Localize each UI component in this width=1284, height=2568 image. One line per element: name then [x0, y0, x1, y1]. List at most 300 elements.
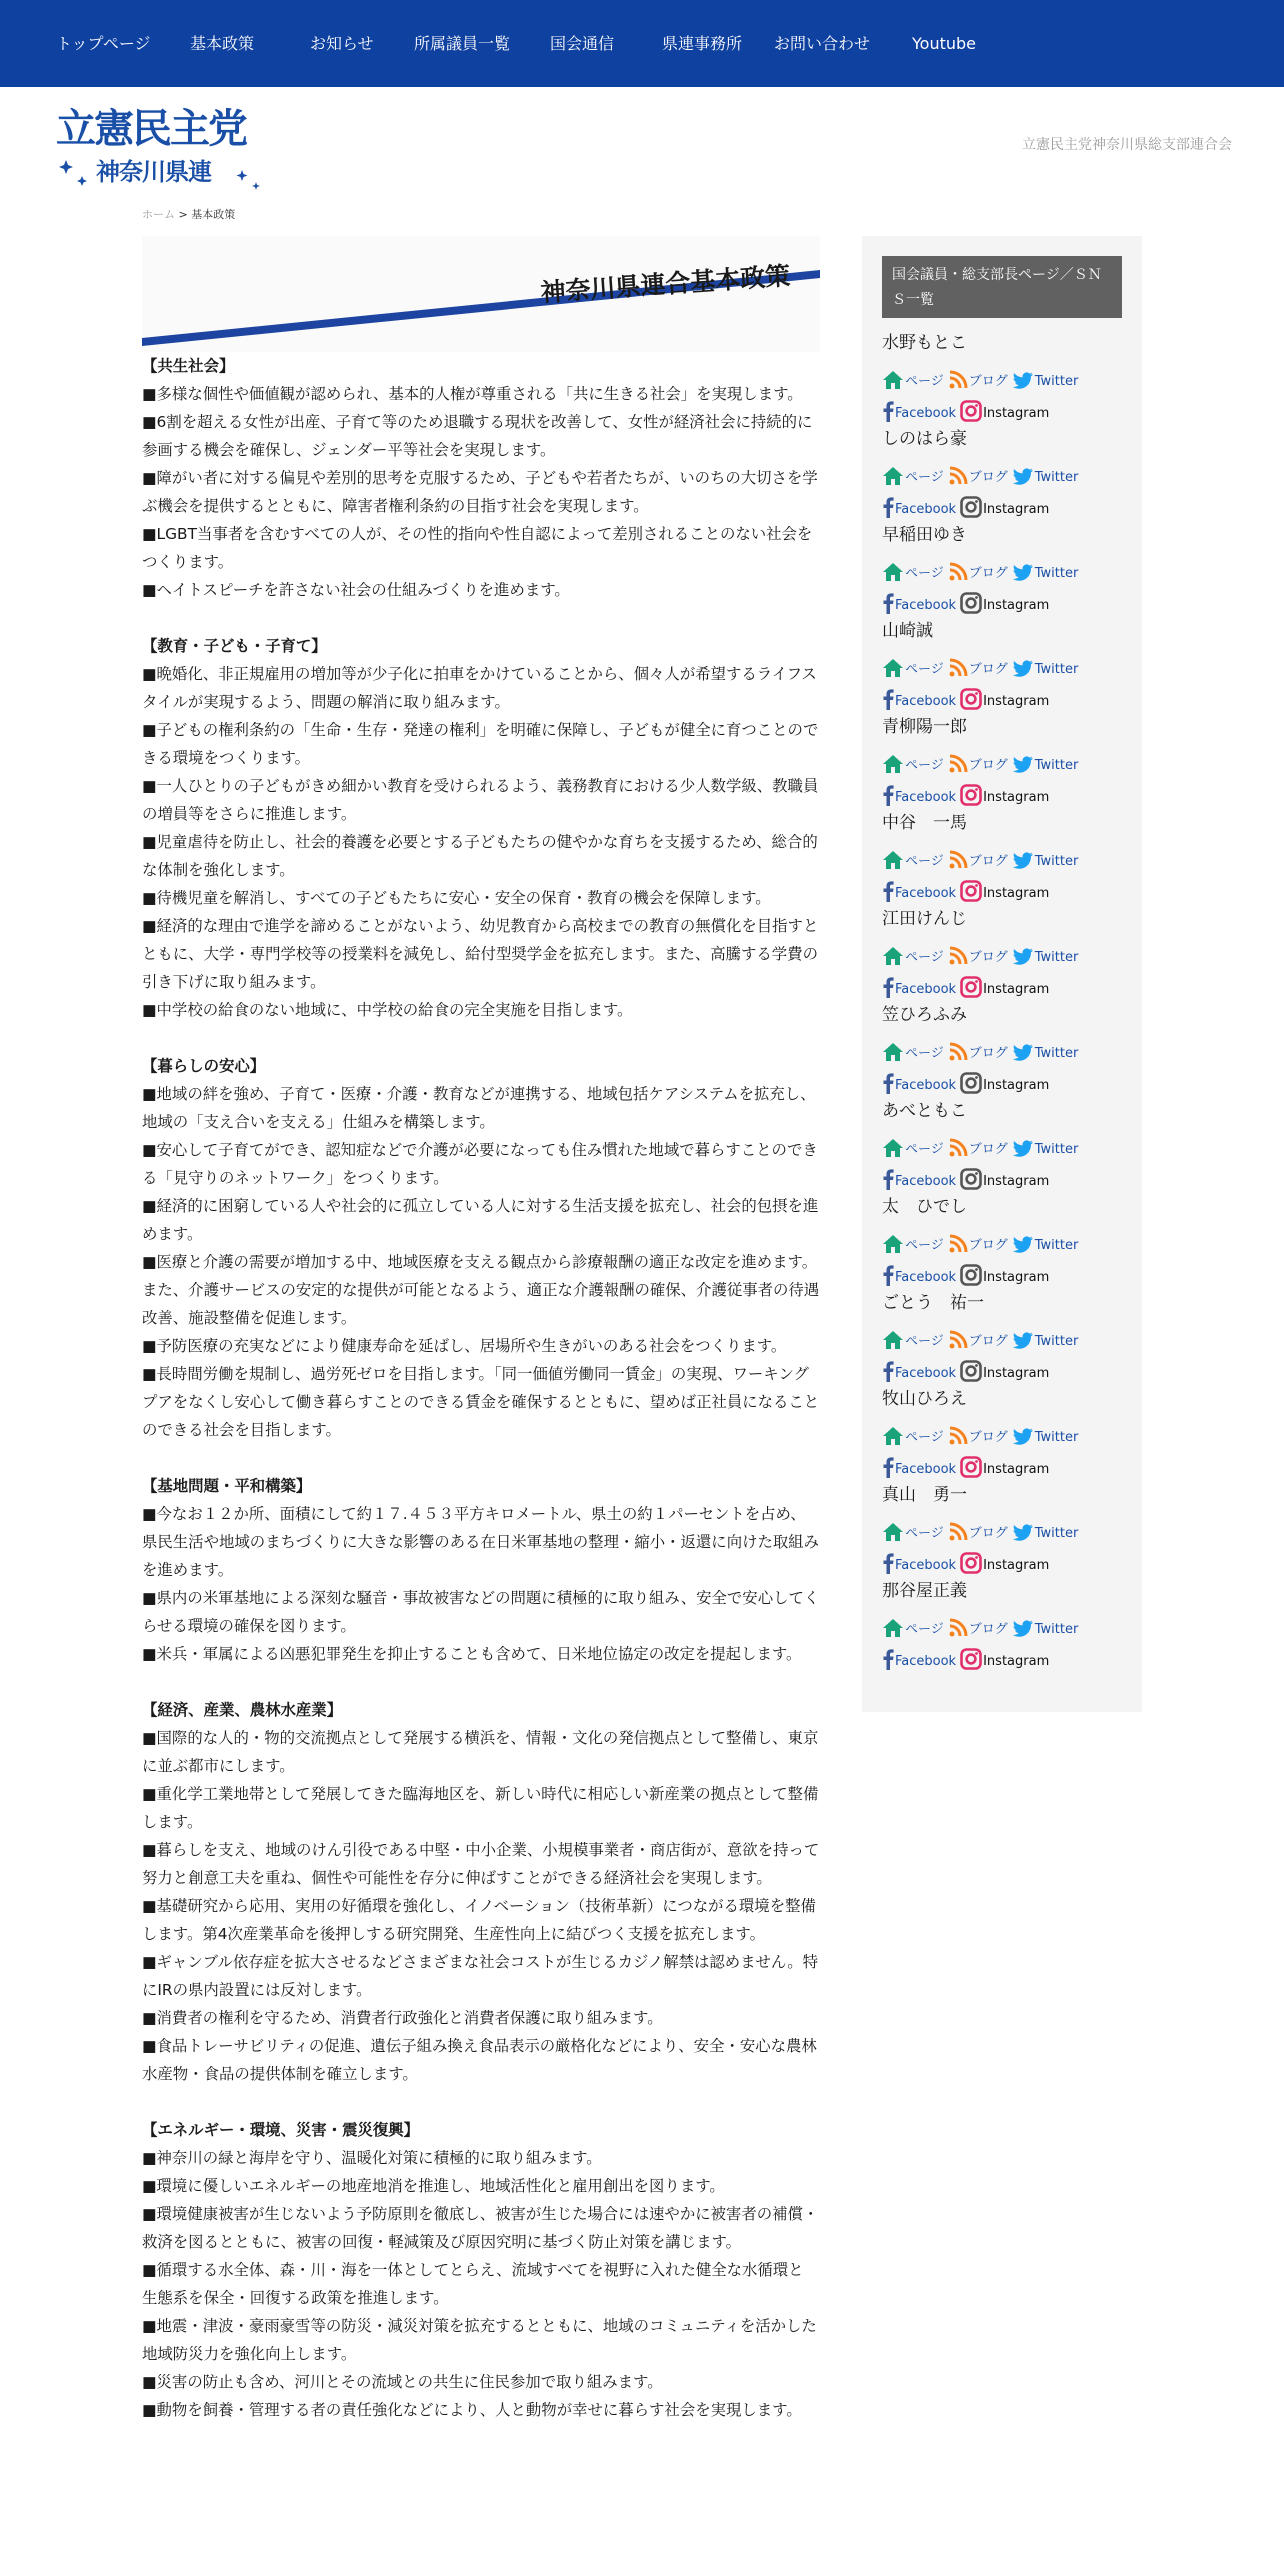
twitter-link-label: Twitter	[1034, 1622, 1079, 1637]
page-link-label: ページ	[905, 854, 944, 869]
blog-link-label: ブログ	[968, 374, 1008, 389]
member-instagram-link[interactable]	[960, 496, 1049, 518]
instagram-link-label: Instagram	[983, 406, 1050, 421]
policy-item: ■LGBT当事者を含むすべての人が、その性的指向や性自認によって差別されることのない社会をつくります。	[142, 525, 813, 571]
member-item	[882, 616, 1122, 712]
facebook-link-label: Facebook	[895, 1078, 957, 1093]
member-twitter-link[interactable]	[1012, 756, 1079, 774]
instagram-link-label: Instagram	[983, 1654, 1050, 1669]
home-icon	[882, 1042, 904, 1062]
policy-item: ■ヘイトスピーチを許さない社会の仕組みづくりを進めます。	[142, 581, 570, 599]
blog-link-label: ブログ	[968, 758, 1008, 773]
twitter-icon	[1012, 948, 1034, 966]
instagram-icon	[960, 1456, 982, 1478]
rss-icon	[948, 370, 968, 390]
facebook-link-label: Facebook	[895, 1174, 957, 1189]
facebook-icon	[882, 1360, 894, 1382]
policy-section	[142, 352, 824, 604]
member-link-row-2	[882, 1062, 1122, 1094]
facebook-link-label: Facebook	[895, 1558, 957, 1573]
member-blog-link[interactable]	[948, 1426, 1008, 1446]
member-item	[882, 1000, 1122, 1096]
blog-link-label: ブログ	[968, 566, 1008, 581]
member-facebook-link[interactable]	[882, 1072, 956, 1094]
policy-item: ■循環する水全体、森・川・海を一体としてとらえ、流域すべてを視野に入れた健全な水循環と 生態系を保全・回復する政策を推進します。	[142, 2261, 819, 2307]
breadcrumb	[142, 206, 235, 222]
member-link-row-1	[882, 934, 1122, 966]
policy-item: ■医療と介護の需要が増加する中、地域医療を支える観点から診療報酬の適正な改定を進めます。また、介護サービスの安定的な提供が可能となるよう、適正な介護報酬の確保、介護従事者の待遇改善、施設整備を促進します。	[142, 1253, 820, 1327]
instagram-link-label: Instagram	[983, 502, 1050, 517]
section-title: 【エネルギー・環境、災害・震災復興】	[142, 2121, 420, 2139]
member-blog-link[interactable]	[948, 1330, 1008, 1350]
blog-link-label: ブログ	[968, 1142, 1008, 1157]
member-instagram-link[interactable]	[960, 1264, 1049, 1286]
twitter-icon	[1012, 1524, 1034, 1542]
policy-item: ■児童虐待を防止し、社会的養護を必要とする子どもたちの健やかな育ちを支援するため、総合的な体制を強化します。	[142, 833, 818, 879]
member-page-link[interactable]	[882, 1234, 944, 1254]
member-link-row-2	[882, 486, 1122, 518]
member-item	[882, 424, 1122, 520]
member-page-link[interactable]	[882, 466, 944, 486]
site-description: 立憲民主党神奈川県総支部連合会	[1022, 137, 1232, 153]
page-link-label: ページ	[905, 950, 944, 965]
member-link-row-1	[882, 1030, 1122, 1062]
member-link-row-1	[882, 358, 1122, 390]
instagram-icon	[960, 976, 982, 998]
member-blog-link[interactable]	[948, 562, 1008, 582]
facebook-icon	[882, 592, 894, 614]
rss-icon	[948, 1330, 968, 1350]
home-icon	[882, 370, 904, 390]
section-title: 【共生社会】	[142, 357, 235, 375]
member-twitter-link[interactable]	[1012, 1332, 1079, 1350]
member-blog-link[interactable]	[948, 658, 1008, 678]
policy-item: ■重化学工業地帯として発展してきた臨海地区を、新しい時代に相応しい新産業の拠点として整備します。	[142, 1785, 819, 1831]
rss-icon	[948, 1042, 968, 1062]
member-blog-link[interactable]	[948, 1234, 1008, 1254]
member-facebook-link[interactable]	[882, 976, 956, 998]
policy-item: ■環境に優しいエネルギーの地産地消を推進し、地域活性化と雇用創出を図ります。	[142, 2177, 725, 2195]
policy-item: ■経済的な理由で進学を諦めることがないよう、幼児教育から高校までの教育の無償化を目指すとともに、大学・専門学校等の授業料を減免し、給付型奨学金を拡充します。また、高騰する学費の引き下げに取り組みます。	[142, 917, 819, 991]
rss-icon	[948, 1522, 968, 1542]
facebook-link-label: Facebook	[895, 886, 957, 901]
member-facebook-link[interactable]	[882, 1456, 956, 1478]
member-name: あべともこ	[882, 1101, 967, 1121]
member-link-row-2	[882, 1542, 1122, 1574]
nav-item-members[interactable]: 所属議員一覧	[414, 34, 511, 53]
member-instagram-link[interactable]	[960, 1552, 1049, 1574]
member-link-row-2	[882, 1638, 1122, 1670]
member-link-row-2	[882, 1158, 1122, 1190]
nav-item-news[interactable]: お知らせ	[310, 34, 374, 53]
member-name: 水野もとこ	[882, 333, 967, 353]
member-instagram-link[interactable]	[960, 688, 1049, 710]
member-item	[882, 808, 1122, 904]
rss-icon	[948, 466, 968, 486]
member-twitter-link[interactable]	[1012, 1236, 1079, 1254]
member-link-row-1	[882, 1510, 1122, 1542]
policy-item: ■予防医療の充実などにより健康寿命を延ばし、居場所や生きがいのある社会をつくります。	[142, 1337, 787, 1355]
member-link-row-2	[882, 870, 1122, 902]
policy-item: ■多様な個性や価値観が認められ、基本的人権が尊重される「共に生きる社会」を実現します。	[142, 385, 803, 403]
member-twitter-link[interactable]	[1012, 372, 1079, 390]
instagram-link-label: Instagram	[983, 598, 1050, 613]
policy-item: ■地震・津波・豪雨豪雪等の防災・減災対策を拡充するとともに、地域のコミュニティを活かした地域防災力を強化向上します。	[142, 2317, 817, 2363]
logo-main-text: 立憲民主党	[56, 106, 246, 152]
twitter-icon	[1012, 756, 1034, 774]
member-link-row-1	[882, 742, 1122, 774]
instagram-link-label: Instagram	[983, 790, 1050, 805]
facebook-link-label: Facebook	[895, 1462, 957, 1477]
member-page-link[interactable]	[882, 1426, 944, 1446]
facebook-link-label: Facebook	[895, 694, 957, 709]
blog-link-label: ブログ	[968, 1526, 1008, 1541]
instagram-link-label: Instagram	[983, 1174, 1050, 1189]
page-link-label: ページ	[905, 1526, 944, 1541]
breadcrumb-home-link[interactable]: ホーム	[142, 208, 175, 221]
member-twitter-link[interactable]	[1012, 1428, 1079, 1446]
member-facebook-link[interactable]	[882, 784, 956, 806]
instagram-icon	[960, 592, 982, 614]
site-logo[interactable]	[56, 98, 276, 188]
policy-item: ■米兵・軍属による凶悪犯罪発生を抑止することも含めて、日米地位協定の改定を提起します。	[142, 1645, 802, 1663]
home-icon	[882, 658, 904, 678]
policy-item: ■6割を超える女性が出産、子育て等のため退職する現状を改善して、女性が経済社会に持続的に 参画する機会を確保し、ジェンダー平等社会を実現します。	[142, 413, 813, 459]
twitter-link-label: Twitter	[1034, 758, 1079, 773]
policy-item: ■県内の米軍基地による深刻な騒音・事故被害などの問題に積極的に取り組み、安全で安心してくらせる環境の確保を図ります。	[142, 1589, 820, 1635]
logo-graphic	[56, 98, 276, 190]
member-page-link[interactable]	[882, 1330, 944, 1350]
section-title: 【暮らしの安心】	[142, 1057, 266, 1075]
facebook-link-label: Facebook	[895, 1366, 957, 1381]
blog-link-label: ブログ	[968, 950, 1008, 965]
instagram-link-label: Instagram	[983, 886, 1050, 901]
twitter-link-label: Twitter	[1034, 950, 1079, 965]
member-link-row-1	[882, 1222, 1122, 1254]
home-icon	[882, 1330, 904, 1350]
member-blog-link[interactable]	[948, 1138, 1008, 1158]
member-twitter-link[interactable]	[1012, 1620, 1079, 1638]
member-instagram-link[interactable]	[960, 1360, 1049, 1382]
member-link-row-2	[882, 678, 1122, 710]
member-twitter-link[interactable]	[1012, 1524, 1079, 1542]
member-facebook-link[interactable]	[882, 1168, 956, 1190]
page-link-label: ページ	[905, 1046, 944, 1061]
member-name: 笠ひろふみ	[882, 1005, 967, 1025]
policy-section	[142, 1472, 824, 1668]
member-page-link[interactable]	[882, 370, 944, 390]
blog-link-label: ブログ	[968, 662, 1008, 677]
facebook-link-label: Facebook	[895, 502, 957, 517]
section-title: 【経済、産業、農林水産業】	[142, 1701, 343, 1719]
policy-item: ■障がい者に対する偏見や差別的思考を克服するため、子どもや若者たちが、いのちの大切さを学ぶ機会を提供するとともに、障害者権利条約の目指す社会を実現します。	[142, 469, 818, 515]
twitter-icon	[1012, 1140, 1034, 1158]
member-name: 山崎誠	[882, 621, 933, 641]
instagram-icon	[960, 1648, 982, 1670]
twitter-link-label: Twitter	[1034, 470, 1079, 485]
member-twitter-link[interactable]	[1012, 1140, 1079, 1158]
member-link-row-2	[882, 582, 1122, 614]
member-list	[882, 328, 1122, 1672]
member-link-row-2	[882, 774, 1122, 806]
member-facebook-link[interactable]	[882, 880, 956, 902]
facebook-icon	[882, 1072, 894, 1094]
home-icon	[882, 754, 904, 774]
member-name: しのはら豪	[882, 429, 967, 449]
member-page-link[interactable]	[882, 754, 944, 774]
blog-link-label: ブログ	[968, 854, 1008, 869]
instagram-icon	[960, 496, 982, 518]
page-link-label: ページ	[905, 1622, 944, 1637]
nav-item-policy[interactable]: 基本政策	[190, 34, 255, 53]
member-name: 太 ひでし	[882, 1197, 967, 1217]
policy-item: ■地域の絆を強め、子育て・医療・介護・教育などが連携する、地域包括ケアシステムを拡充し、地域の「支え合いを支える」仕組みを構築します。	[142, 1085, 816, 1131]
instagram-link-label: Instagram	[983, 694, 1050, 709]
twitter-link-label: Twitter	[1034, 1334, 1079, 1349]
member-instagram-link[interactable]	[960, 1168, 1049, 1190]
policy-section	[142, 632, 824, 1024]
instagram-icon	[960, 688, 982, 710]
policy-section	[142, 1696, 824, 2088]
member-blog-link[interactable]	[948, 946, 1008, 966]
member-link-row-1	[882, 1126, 1122, 1158]
rss-icon	[948, 946, 968, 966]
facebook-icon	[882, 400, 894, 422]
twitter-icon	[1012, 660, 1034, 678]
member-twitter-link[interactable]	[1012, 948, 1079, 966]
member-facebook-link[interactable]	[882, 1648, 956, 1670]
member-facebook-link[interactable]	[882, 592, 956, 614]
member-blog-link[interactable]	[948, 1618, 1008, 1638]
nav-item-youtube[interactable]: Youtube	[912, 34, 976, 53]
member-item	[882, 1384, 1122, 1480]
instagram-link-label: Instagram	[983, 1078, 1050, 1093]
member-instagram-link[interactable]	[960, 400, 1049, 422]
instagram-icon	[960, 1168, 982, 1190]
member-page-link[interactable]	[882, 658, 944, 678]
member-item	[882, 1480, 1122, 1576]
instagram-link-label: Instagram	[983, 1462, 1050, 1477]
top-navigation	[0, 0, 1284, 87]
facebook-icon	[882, 880, 894, 902]
member-instagram-link[interactable]	[960, 1456, 1049, 1478]
rss-icon	[948, 1426, 968, 1446]
instagram-icon	[960, 1072, 982, 1094]
policy-item: ■災害の防止も含め、河川とその流域との共生に住民参加で取り組みます。	[142, 2373, 663, 2391]
member-twitter-link[interactable]	[1012, 1044, 1079, 1062]
policy-item: ■消費者の権利を守るため、消費者行政強化と消費者保護に取り組みます。	[142, 2009, 663, 2027]
page-link-label: ページ	[905, 1142, 944, 1157]
home-icon	[882, 1234, 904, 1254]
page-link-label: ページ	[905, 374, 944, 389]
page-link-label: ページ	[905, 566, 944, 581]
member-item	[882, 712, 1122, 808]
member-blog-link[interactable]	[948, 850, 1008, 870]
home-icon	[882, 562, 904, 582]
member-page-link[interactable]	[882, 946, 944, 966]
member-blog-link[interactable]	[948, 754, 1008, 774]
member-twitter-link[interactable]	[1012, 564, 1079, 582]
blog-link-label: ブログ	[968, 1238, 1008, 1253]
policy-item: ■子どもの権利条約の「生命・生存・発達の権利」を明確に保障し、子どもが健全に育つことのできる環境をつくります。	[142, 721, 819, 767]
twitter-link-label: Twitter	[1034, 566, 1079, 581]
policy-item: ■安心して子育てができ、認知症などで介護が必要になっても住み慣れた地域で暮らすことのできる「見守りのネットワーク」をつくります。	[142, 1141, 818, 1187]
twitter-link-label: Twitter	[1034, 854, 1079, 869]
twitter-icon	[1012, 468, 1034, 486]
member-twitter-link[interactable]	[1012, 852, 1079, 870]
member-name: 那谷屋正義	[882, 1581, 967, 1601]
member-item	[882, 1576, 1122, 1672]
facebook-icon	[882, 1168, 894, 1190]
section-title: 【基地問題・平和構築】	[142, 1477, 312, 1495]
facebook-link-label: Facebook	[895, 406, 957, 421]
nav-item-contact[interactable]: お問い合わせ	[774, 34, 871, 53]
home-icon	[882, 1618, 904, 1638]
instagram-link-label: Instagram	[983, 1366, 1050, 1381]
policy-item: ■今なお１２か所、面積にして約１７.４５３平方キロメートル、県土の約１パーセントを占め、 県民生活や地域のまちづくりに大きな影響のある在日米軍基地の整理・縮小・返還に向けた取組みを進めます。	[142, 1505, 820, 1579]
blog-link-label: ブログ	[968, 1622, 1008, 1637]
twitter-icon	[1012, 1044, 1034, 1062]
instagram-icon	[960, 880, 982, 902]
member-name: ごとう 祐一	[882, 1293, 984, 1313]
member-link-row-1	[882, 1606, 1122, 1638]
rss-icon	[948, 658, 968, 678]
facebook-link-label: Facebook	[895, 982, 957, 997]
member-page-link[interactable]	[882, 1138, 944, 1158]
twitter-link-label: Twitter	[1034, 1238, 1079, 1253]
member-item	[882, 1096, 1122, 1192]
policy-section	[142, 1052, 824, 1444]
member-blog-link[interactable]	[948, 466, 1008, 486]
member-item	[882, 1288, 1122, 1384]
facebook-icon	[882, 784, 894, 806]
twitter-link-label: Twitter	[1034, 1430, 1079, 1445]
member-page-link[interactable]	[882, 562, 944, 582]
facebook-icon	[882, 1648, 894, 1670]
twitter-link-label: Twitter	[1034, 1142, 1079, 1157]
member-page-link[interactable]	[882, 1618, 944, 1638]
member-blog-link[interactable]	[948, 1042, 1008, 1062]
facebook-link-label: Facebook	[895, 1654, 957, 1669]
member-link-row-2	[882, 1446, 1122, 1478]
member-link-row-2	[882, 966, 1122, 998]
instagram-link-label: Instagram	[983, 1558, 1050, 1573]
twitter-icon	[1012, 1236, 1034, 1254]
member-item	[882, 520, 1122, 616]
policy-item: ■中学校の給食のない地域に、中学校の給食の完全実施を目指します。	[142, 1001, 633, 1019]
facebook-link-label: Facebook	[895, 790, 957, 805]
sidebar-heading: 国会議員・総支部長ページ／ＳＮＳ一覧	[882, 256, 1122, 318]
facebook-icon	[882, 1456, 894, 1478]
instagram-icon	[960, 784, 982, 806]
page-link-label: ページ	[905, 1430, 944, 1445]
policy-item: ■動物を飼養・管理する者の責任強化などにより、人と動物が幸せに暮らす社会を実現します。	[142, 2401, 802, 2419]
facebook-icon	[882, 688, 894, 710]
policy-item: ■環境健康被害が生じないよう予防原則を徹底し、被害が生じた場合には速やかに被害者の補償・救済を図るとともに、被害の回復・軽減策及び原因究明に基づく防止対策を講じます。	[142, 2205, 819, 2251]
twitter-icon	[1012, 564, 1034, 582]
member-instagram-link[interactable]	[960, 784, 1049, 806]
member-name: 青柳陽一郎	[882, 717, 967, 737]
facebook-icon	[882, 1552, 894, 1574]
policy-item: ■長時間労働を規制し、過労死ゼロを目指します。「同一価値労働同一賃金」の実現、ワーキング プアをなくし安心して働き暮らすことのできる賃金を確保するとともに、望めば正社員になることのできる社会を目指します。	[142, 1365, 825, 1439]
page-link-label: ページ	[905, 1238, 944, 1253]
twitter-link-label: Twitter	[1034, 662, 1079, 677]
nav-item-top[interactable]: トップページ	[56, 34, 151, 53]
member-blog-link[interactable]	[948, 370, 1008, 390]
facebook-link-label: Facebook	[895, 598, 957, 613]
policy-item: ■待機児童を解消し、すべての子どもたちに安心・安全の保育・教育の機会を保障します。	[142, 889, 771, 907]
member-facebook-link[interactable]	[882, 1360, 956, 1382]
instagram-icon	[960, 1552, 982, 1574]
member-page-link[interactable]	[882, 1522, 944, 1542]
policy-item: ■経済的に困窮している人や社会的に孤立している人に対する生活支援を拡充し、社会的包摂を進めます。	[142, 1197, 819, 1243]
twitter-icon	[1012, 852, 1034, 870]
facebook-icon	[882, 496, 894, 518]
member-item	[882, 328, 1122, 424]
policy-item: ■晩婚化、非正規雇用の増加等が少子化に拍車をかけていることから、個々人が希望するライフスタイルが実現するよう、問題の解消に取り組みます。	[142, 665, 817, 711]
member-twitter-link[interactable]	[1012, 660, 1079, 678]
sidebar-sns-list	[862, 236, 1142, 1712]
member-instagram-link[interactable]	[960, 1072, 1049, 1094]
rss-icon	[948, 850, 968, 870]
member-facebook-link[interactable]	[882, 1552, 956, 1574]
member-link-row-1	[882, 1414, 1122, 1446]
member-facebook-link[interactable]	[882, 1264, 956, 1286]
member-facebook-link[interactable]	[882, 400, 956, 422]
instagram-icon	[960, 1264, 982, 1286]
twitter-icon	[1012, 1428, 1034, 1446]
home-icon	[882, 1138, 904, 1158]
blog-link-label: ブログ	[968, 1334, 1008, 1349]
member-link-row-1	[882, 646, 1122, 678]
member-facebook-link[interactable]	[882, 688, 956, 710]
member-link-row-2	[882, 390, 1122, 422]
blog-link-label: ブログ	[968, 470, 1008, 485]
policy-item: ■暮らしを支え、地域のけん引役である中堅・中小企業、小規模事業者・商店街が、意欲を持って努力と創意工夫を重ね、個性や可能性を存分に伸ばすことができる経済社会を実現します。	[142, 1841, 820, 1887]
rss-icon	[948, 1234, 968, 1254]
instagram-link-label: Instagram	[983, 982, 1050, 997]
member-instagram-link[interactable]	[960, 592, 1049, 614]
home-icon	[882, 850, 904, 870]
home-icon	[882, 946, 904, 966]
member-link-row-1	[882, 838, 1122, 870]
member-instagram-link[interactable]	[960, 880, 1049, 902]
policy-content	[142, 352, 824, 2452]
member-twitter-link[interactable]	[1012, 468, 1079, 486]
nav-item-diet-report[interactable]: 国会通信	[550, 34, 615, 53]
member-facebook-link[interactable]	[882, 496, 956, 518]
member-page-link[interactable]	[882, 1042, 944, 1062]
member-instagram-link[interactable]	[960, 976, 1049, 998]
member-page-link[interactable]	[882, 850, 944, 870]
breadcrumb-separator: >	[175, 208, 192, 221]
home-icon	[882, 466, 904, 486]
twitter-link-label: Twitter	[1034, 1046, 1079, 1061]
twitter-icon	[1012, 372, 1034, 390]
member-blog-link[interactable]	[948, 1522, 1008, 1542]
member-name: 早稲田ゆき	[882, 525, 967, 545]
member-link-row-2	[882, 1254, 1122, 1286]
twitter-icon	[1012, 1332, 1034, 1350]
facebook-icon	[882, 1264, 894, 1286]
rss-icon	[948, 1138, 968, 1158]
facebook-icon	[882, 976, 894, 998]
blog-link-label: ブログ	[968, 1046, 1008, 1061]
policy-item: ■基礎研究から応用、実用の好循環を強化し、イノベーション（技術革新）につながる環境を整備します。第4次産業革命を後押しする研究開発、生産性向上に結びつく支援を拡充します。	[142, 1897, 816, 1943]
nav-item-office[interactable]: 県連事務所	[662, 34, 743, 53]
home-icon	[882, 1522, 904, 1542]
member-instagram-link[interactable]	[960, 1648, 1049, 1670]
